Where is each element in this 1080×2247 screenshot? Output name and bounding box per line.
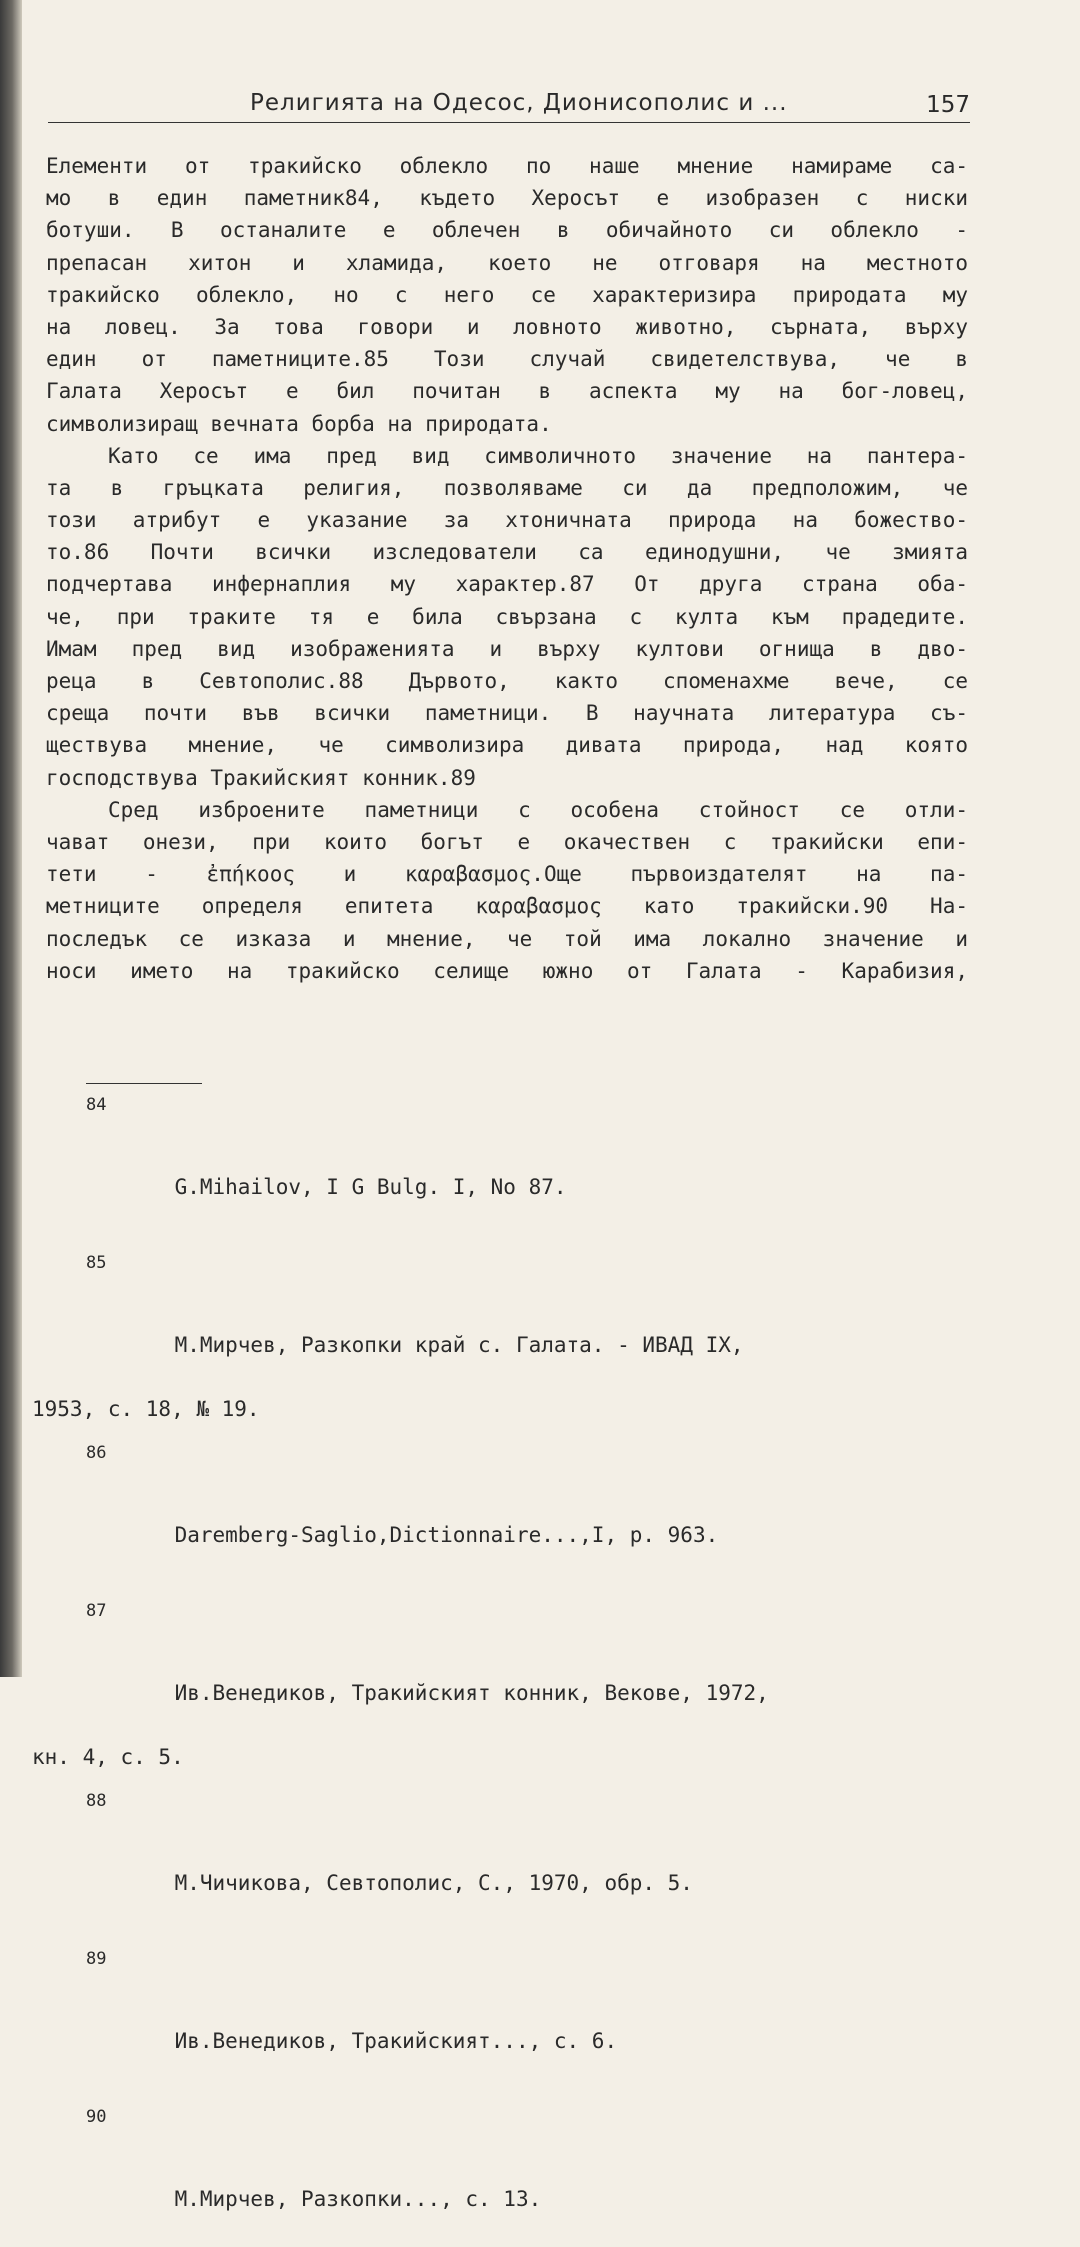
body-line: Имам пред вид изображенията и върху култови огнища в дво- — [46, 636, 968, 661]
body-line: Галата Херосът е бил почитан в аспекта му на бог-ловец, — [46, 379, 968, 404]
footnote-number: 86 — [86, 1443, 107, 1463]
footnote-number: 84 — [86, 1095, 107, 1115]
body-line: та в гръцката религия, позволяваме си да предположим, че — [46, 475, 968, 500]
footnote — [32, 2107, 932, 2247]
body-line: то.86 Почти всички изследователи са единодушни, че змията — [46, 540, 968, 565]
footnote-number: 89 — [86, 1949, 107, 1969]
footnote-text: G.Mihailov, I G Bulg. I, No 87. — [174, 1175, 567, 1199]
body-line: Като се има пред вид символичното значение на пантера- — [108, 443, 968, 468]
footnote-divider — [86, 1083, 202, 1084]
footnote-text: Ив.Венедиков, Тракийският конник, Векове, 1972, — [174, 1681, 769, 1705]
body-line: господствува Тракийският конник.89 — [46, 765, 476, 790]
body-line: тракийско облекло, но с него се характеризира природата му — [46, 282, 968, 307]
footnote-continuation: кн. 4, с. 5. — [32, 1745, 184, 1769]
body-line: Сред изброените паметници с особена стойност се отли- — [108, 797, 968, 822]
page-header — [48, 86, 970, 123]
body-line: Елементи от тракийско облекло по наше мнение намираме са- — [46, 154, 968, 178]
footnote-continuation: 1953, с. 18, № 19. — [32, 1397, 260, 1421]
body-line: метниците определя епитета καραβασμος като тракийски.90 На- — [46, 894, 968, 919]
body-line: този атрибут е указание за хтоничната природа на божество- — [46, 508, 968, 533]
body-line: мо в един паметник84, където Херосът е изобразен с ниски — [46, 186, 968, 211]
footnotes — [32, 1095, 932, 2247]
body-line: носи името на тракийско селище южно от Галата - Карабизия, — [46, 958, 968, 983]
footnote-text: Ив.Венедиков, Тракийският..., с. 6. — [174, 2029, 618, 2053]
footnote — [32, 1791, 932, 1931]
body-text — [46, 150, 968, 987]
body-line: ществува мнение, че символизира дивата природа, над която — [46, 733, 968, 758]
footnote-text: Daremberg-Saglio,Dictionnaire...,I, p. 963. — [174, 1523, 719, 1547]
running-title: Религията на Одесос, Дионисополис и ... — [250, 90, 788, 116]
body-line: тети - ἐπήκοος и καραβασμος.Още първоиздателят на па- — [46, 862, 968, 887]
body-line: символизиращ вечната борба на природата. — [46, 411, 552, 436]
footnote-number: 87 — [86, 1601, 107, 1621]
book-spine-shadow — [0, 0, 22, 1677]
body-line: чават онези, при които богът е окачествен с тракийски епи- — [46, 829, 968, 854]
body-line: подчертава инфернаплия му характер.87 От друга страна оба- — [46, 572, 968, 597]
page-number: 157 — [926, 92, 970, 118]
footnote-number: 90 — [86, 2107, 107, 2127]
body-line: ботуши. В останалите е облечен в обичайното си облекло - — [46, 218, 968, 243]
body-line: на ловец. За това говори и ловното животно, сърната, върху — [46, 314, 968, 339]
body-line: среща почти във всички паметници. В научната литература съ- — [46, 701, 968, 726]
footnote — [32, 1949, 932, 2089]
body-line: че, при траките тя е била свързана с култа към прадедите. — [46, 604, 968, 629]
body-line: един от паметниците.85 Този случай свидетелствува, че в — [46, 347, 968, 372]
body-line: последък се изказа и мнение, че той има локално значение и — [46, 926, 968, 951]
footnote-number: 88 — [86, 1791, 107, 1811]
footnote-text: М.Мирчев, Разкопки..., с. 13. — [174, 2187, 542, 2211]
body-line: реца в Севтополис.88 Дървото, както споменахме вече, се — [46, 669, 968, 693]
footnote-text: М.Мирчев, Разкопки край с. Галата. - ИВАД IX, — [174, 1333, 744, 1357]
footnote — [32, 1253, 932, 1393]
body-line: препасан хитон и хламида, което не отговаря на местното — [46, 250, 968, 275]
footnote — [32, 1095, 932, 1235]
footnote — [32, 1601, 932, 1741]
footnote — [32, 1443, 932, 1583]
footnote-number: 85 — [86, 1253, 107, 1273]
footnote-text: М.Чичикова, Севтополис, С., 1970, обр. 5. — [174, 1871, 693, 1895]
